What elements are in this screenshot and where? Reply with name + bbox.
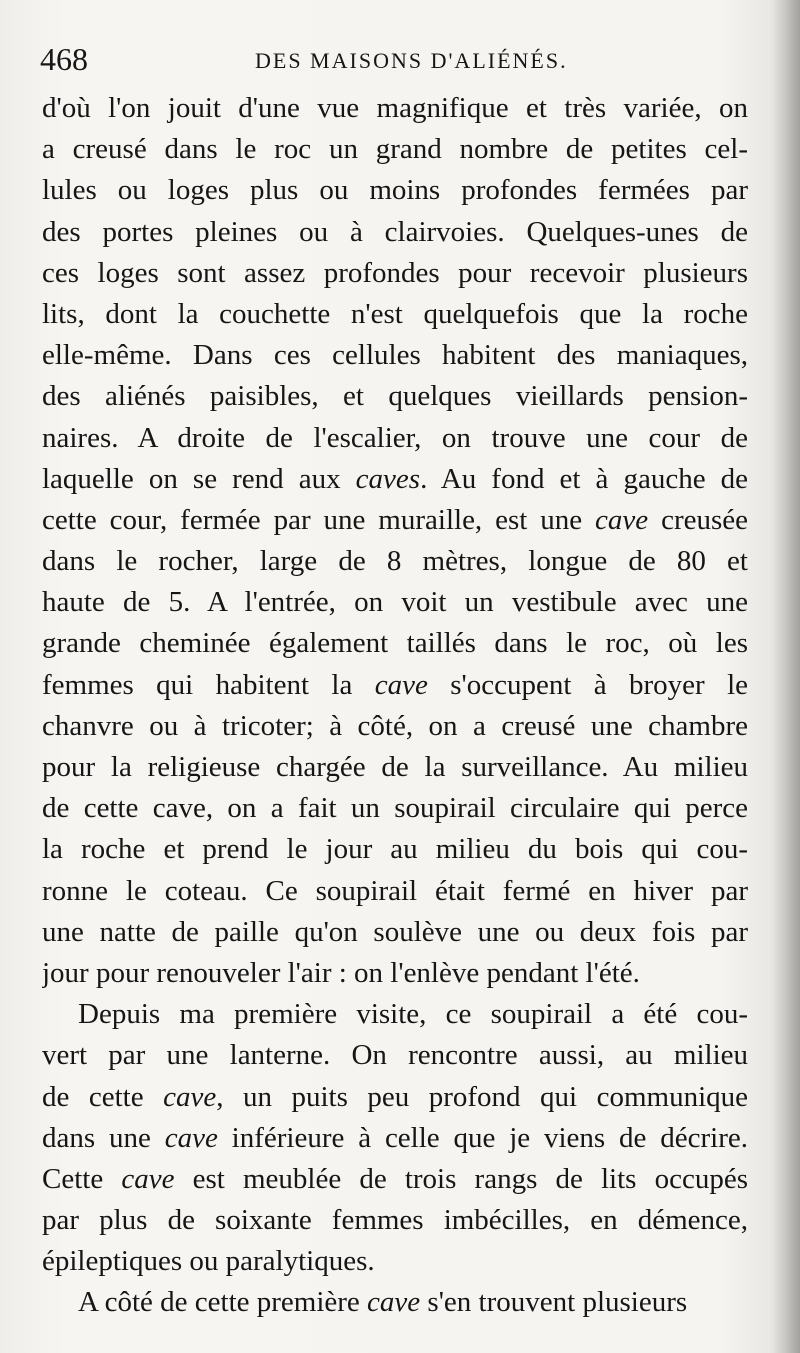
page-number: 468: [40, 41, 88, 77]
text-run: la roche et prend le jour au milieu du bois qui cou-: [42, 833, 748, 866]
text-line: [42, 623, 748, 664]
text-run: naires. A droite de l'escalier, on trouve une cour de: [42, 421, 748, 454]
text-run: par plus de soixante femmes imbécilles, en démence,: [42, 1204, 748, 1237]
text-line: [42, 747, 748, 788]
italic-word: cave: [374, 668, 428, 701]
text-line: [42, 212, 748, 253]
italic-word: cave: [164, 1121, 218, 1154]
text-run: creusée: [648, 503, 748, 536]
text-run: dans le rocher, large de 8 mètres, longue de 80 et: [42, 545, 748, 578]
text-run: haute de 5. A l'entrée, on voit un vestibule avec une: [42, 586, 748, 619]
text-run: dans une: [42, 1121, 165, 1154]
text-run: pour la religieuse chargée de la surveillance. Au milieu: [42, 751, 748, 783]
italic-word: cave: [595, 503, 649, 536]
text-run: a creusé dans le roc un grand nombre de petites cel-: [42, 133, 748, 166]
text-run: Cette: [42, 1162, 122, 1195]
text-run: , un puits peu profond qui communique: [216, 1080, 748, 1113]
text-run: s'en trouvent plusieurs: [420, 1286, 688, 1319]
text-line: [42, 994, 748, 1035]
italic-word: cave: [121, 1162, 175, 1195]
text-line: [42, 294, 748, 335]
text-run: lits, dont la couchette n'est quelquefois que la roche: [42, 297, 748, 330]
text-run: épileptiques ou paralytiques.: [42, 1245, 375, 1278]
text-line: [42, 871, 748, 912]
text-line: [42, 459, 748, 500]
text-line: [42, 88, 748, 129]
italic-word: cave: [367, 1286, 421, 1319]
text-line: [42, 788, 748, 829]
text-line: [42, 1200, 748, 1241]
text-run: ces loges sont assez profondes pour recevoir plusieurs: [42, 256, 748, 289]
text-run: grande cheminée également taillés dans le roc, où les: [42, 627, 748, 660]
text-run: de cette cave, on a fait un soupirail circulaire qui perce: [42, 792, 748, 825]
body-text: [42, 88, 748, 1324]
text-line: [42, 953, 748, 994]
text-line: [42, 253, 748, 294]
text-run: chanvre ou à tricoter; à côté, on a creusé une chambre: [42, 709, 748, 742]
text-run: inférieure à celle que je viens de décrire.: [217, 1121, 748, 1154]
text-line: [42, 1159, 748, 1200]
text-line: [42, 1118, 748, 1159]
text-run: lules ou loges plus ou moins profondes fermées par: [42, 174, 748, 207]
italic-word: cave: [163, 1080, 217, 1113]
text-line: [42, 541, 748, 582]
text-line: [42, 1241, 748, 1282]
text-line: [42, 335, 748, 376]
text-run: une natte de paille qu'on soulève une ou deux fois par: [42, 915, 748, 948]
text-run: des aliénés paisibles, et quelques vieillards pension-: [42, 380, 748, 413]
text-run: s'occupent à broyer le: [427, 668, 748, 701]
text-line: [42, 582, 748, 623]
italic-word: caves: [355, 462, 421, 495]
text-run: cette cour, fermée par une muraille, est une: [42, 503, 596, 536]
text-run: femmes qui habitent la: [42, 668, 375, 701]
text-line: [42, 418, 748, 459]
text-run: de cette: [42, 1080, 164, 1113]
text-run: laquelle on se rend aux: [42, 462, 356, 495]
text-run: vert par une lanterne. On rencontre aussi, au milieu: [42, 1039, 748, 1072]
running-title: DES MAISONS D'ALIÉNÉS.: [255, 48, 568, 73]
running-head: [40, 36, 760, 86]
page-edge-shadow: [772, 0, 800, 1353]
text-line: [42, 665, 748, 706]
text-run: jour pour renouveler l'air : on l'enlève pendant l'été.: [42, 956, 640, 989]
text-run: elle-même. Dans ces cellules habitent des maniaques,: [42, 339, 748, 372]
text-run: Depuis ma première visite, ce soupirail a été cou-: [78, 998, 748, 1031]
text-run: est meublée de trois rangs de lits occupés: [174, 1162, 748, 1195]
text-line: [42, 129, 748, 170]
text-line: [42, 376, 748, 417]
text-line: [42, 500, 748, 541]
text-line: [42, 1077, 748, 1118]
text-run: des portes pleines ou à clairvoies. Quelques-unes de: [42, 215, 748, 248]
text-run: ronne le coteau. Ce soupirail était fermé en hiver par: [42, 874, 748, 907]
text-line: [42, 912, 748, 953]
text-run: . Au fond et à gauche de: [420, 462, 748, 495]
text-run: d'où l'on jouit d'une vue magnifique et très variée, on: [42, 92, 748, 124]
text-line: [42, 1035, 748, 1076]
text-line: [42, 706, 748, 747]
text-line: [42, 170, 748, 211]
text-run: A côté de cette première: [78, 1286, 368, 1319]
text-line: [42, 829, 748, 870]
text-line: [42, 1282, 748, 1323]
